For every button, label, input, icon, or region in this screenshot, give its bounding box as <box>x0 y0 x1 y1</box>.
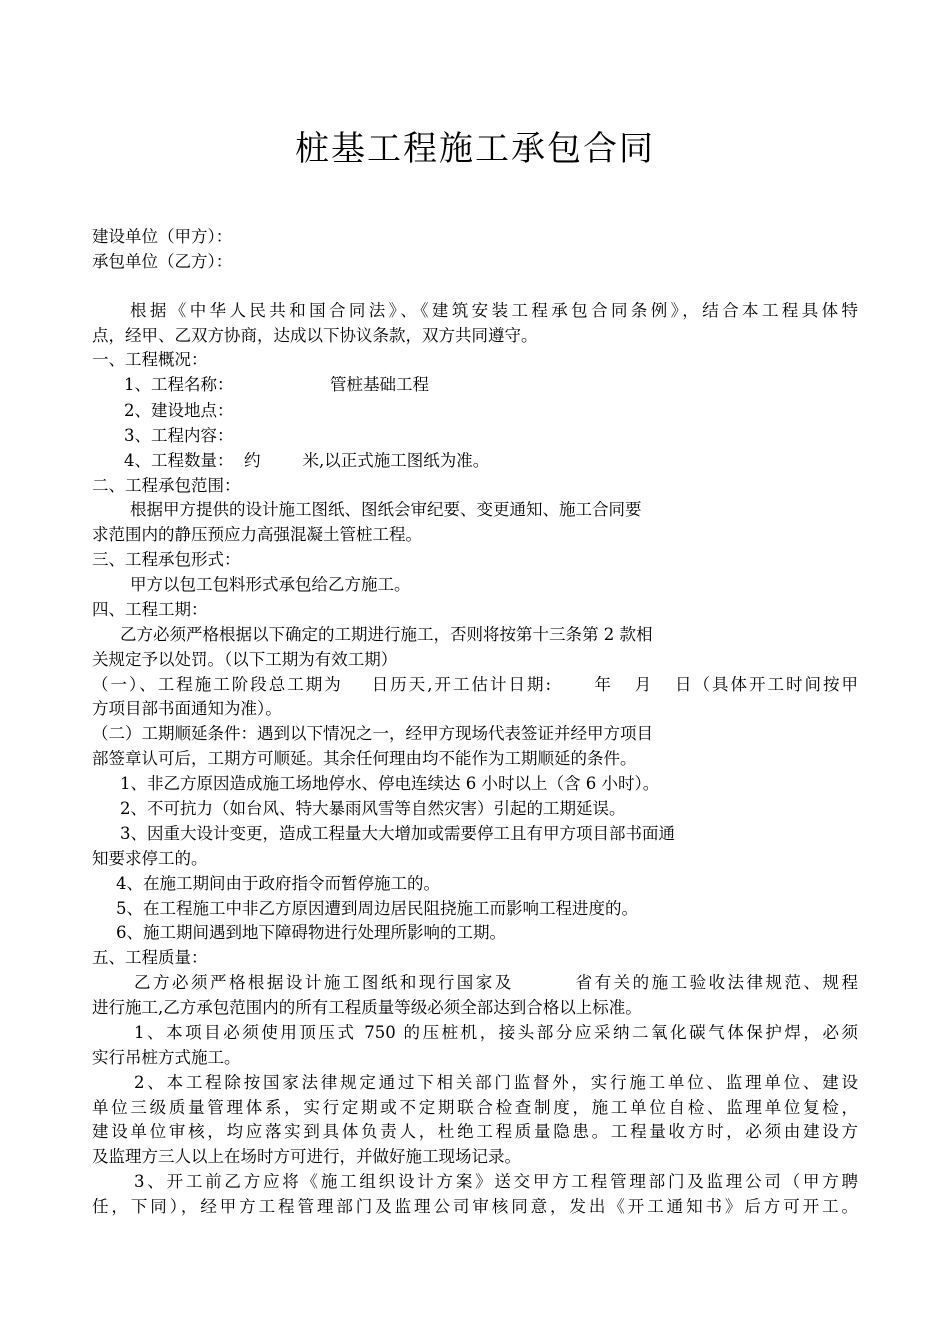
project-name-value: 管桩基础工程 <box>330 375 429 394</box>
clause-line: 5、在工程施工中非乙方原因遭到周边居民阻挠施工而影响工程进度的。 <box>116 899 638 918</box>
clause-line: 2、不可抗力（如台风、特大暴雨风雪等自然灾害）引起的工期延误。 <box>120 799 626 818</box>
preamble-line: 根据《中华人民共和国合同法》、《建筑安装工程承包合同条例》，结合本工程具体特 <box>130 301 858 320</box>
clause-line: 3、开工前乙方应将《施工组织设计方案》送交甲方工程管理部门及监理公司（甲方聘 <box>134 1172 858 1191</box>
clause-line: 1、非乙方原因造成施工场地停水、停电连续达 6 小时以上（含 6 小时）。 <box>120 774 660 793</box>
body-line: 部签章认可后，工期方可顺延。其余任何理由均不能作为工期顺延的条件。 <box>92 749 637 768</box>
clause-line: 6、施工期间遇到地下障碍物进行处理所影响的工期。 <box>116 923 506 942</box>
clause-line: 实行吊桩方式施工。 <box>92 1048 241 1067</box>
clause-line: 2、本工程除按国家法律规定通过下相关部门监督外，实行施工单位、监理单位、建设 <box>134 1073 858 1092</box>
body-line: （二）工期顺延条件：遇到以下情况之一，经甲方现场代表签证并经甲方项目 <box>92 724 653 743</box>
clause-line: 及监理方三人以上在场时方可进行，并做好施工现场记录。 <box>92 1147 521 1166</box>
section-heading: 二、工程承包范围： <box>92 476 241 495</box>
body-line: 进行施工,乙方承包范围内的所有工程质量等级必须全部达到合格以上标准。 <box>92 998 642 1017</box>
clause-line: 任，下同），经甲方工程管理部门及监理公司审核同意，发出《开工通知书》后方可开工。 <box>92 1197 858 1216</box>
section-heading: 三、工程承包形式： <box>92 550 241 569</box>
clause-line: 4、工程数量： 约 米,以正式施工图纸为准。 <box>124 451 490 470</box>
body-line: 根据甲方提供的设计施工图纸、图纸会审纪要、变更通知、施工合同要 <box>130 500 642 519</box>
party-a-line: 建设单位（甲方）： <box>92 227 233 246</box>
clause-line: 3、因重大设计变更，造成工程量大大增加或需要停工且有甲方项目部书面通 <box>120 824 675 843</box>
body-line: 方项目部书面通知为准）。 <box>92 699 282 718</box>
body-line: （一）、工程施工阶段总工期为 日历天,开工估计日期: 年 月 日（具体开工时间按甲 <box>92 675 858 694</box>
party-b-line: 承包单位（乙方）： <box>92 252 233 271</box>
clause-line: 4、在施工期间由于政府指令而暂停施工的。 <box>116 874 440 893</box>
document-title: 桩基工程施工承包合同 <box>295 129 655 169</box>
body-line: 乙方必须严格根据设计施工图纸和现行国家及 省有关的施工验收法律规范、规程 <box>134 973 858 992</box>
clause-line: 3、工程内容： <box>124 426 234 445</box>
clause-line: 建设单位审核，均应落实到具体负责人，杜绝工程质量隐患。工程量收方时，必须由建设方 <box>92 1122 858 1141</box>
clause-line: 1、本项目必须使用顶压式 750 的压桩机，接头部分应采纳二氧化碳气体保护焊，必须 <box>134 1023 858 1042</box>
clause-line: 单位三级质量管理体系，实行定期或不定期联合检查制度，施工单位自检、监理单位复检， <box>92 1098 858 1117</box>
body-line: 关规定予以处罚。（以下工期为有效工期） <box>92 650 398 669</box>
clause-line: 1、工程名称： <box>124 375 234 394</box>
body-line: 求范围内的静压预应力高强混凝土管桩工程。 <box>92 525 422 544</box>
clause-line: 知要求停工的。 <box>92 849 208 868</box>
clause-line: 2、建设地点： <box>124 401 234 420</box>
section-heading: 一、工程概况： <box>92 350 208 369</box>
section-heading: 四、工程工期： <box>92 600 208 619</box>
body-line: 甲方以包工包料形式承包给乙方施工。 <box>130 575 411 594</box>
body-line: 乙方必须严格根据以下确定的工期进行施工，否则将按第十三条第 2 款相 <box>120 625 653 644</box>
section-heading: 五、工程质量： <box>92 948 208 967</box>
preamble-line: 点，经甲、乙双方协商，达成以下协议条款，双方共同遵守。 <box>92 326 538 345</box>
